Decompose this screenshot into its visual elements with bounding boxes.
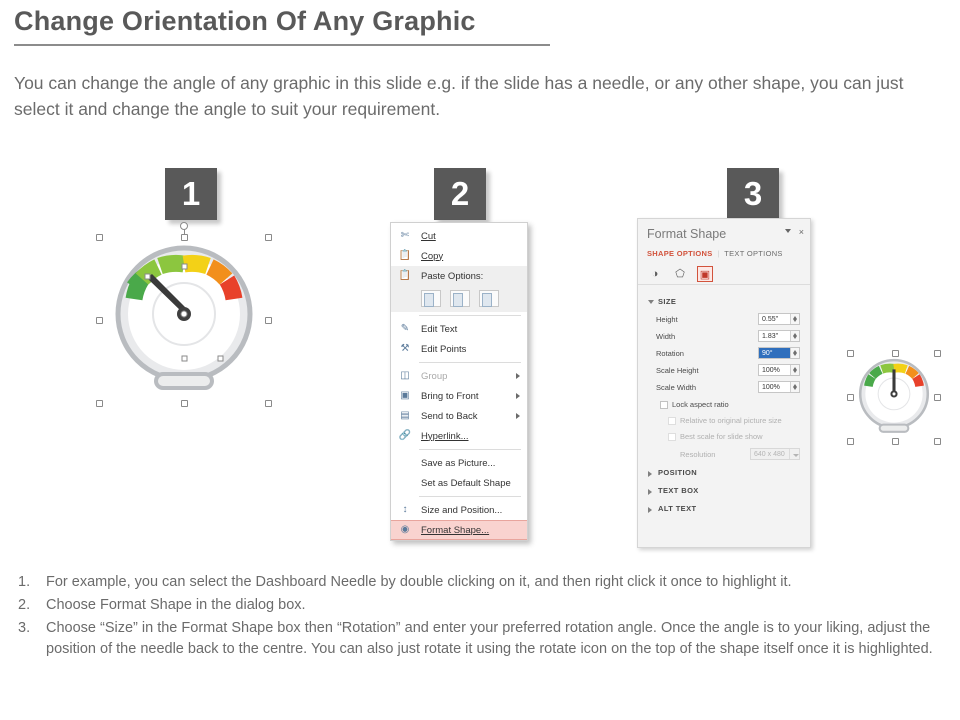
rotation-label: Rotation — [656, 349, 684, 358]
chevron-down-icon[interactable] — [785, 229, 791, 233]
paste-destination-theme-icon[interactable] — [450, 290, 470, 307]
bring-front-icon: ▣ — [400, 390, 410, 401]
chevron-right-icon — [516, 413, 520, 419]
resolution-value: 640 x 480 — [754, 451, 785, 458]
menu-divider — [419, 449, 521, 450]
context-menu-label: Cut — [421, 230, 436, 242]
paste-icon: 📋 — [398, 270, 412, 281]
lock-aspect-ratio-label: Lock aspect ratio — [672, 400, 729, 409]
best-scale-slideshow-label: Best scale for slide show — [680, 432, 763, 441]
resize-handle-w[interactable] — [847, 394, 854, 401]
width-label: Width — [656, 332, 676, 341]
scale-height-spinner[interactable] — [790, 365, 799, 375]
rotated-gauge-selection[interactable] — [851, 354, 937, 440]
format-pane-tabs[interactable]: SHAPE OPTIONS | TEXT OPTIONS — [647, 249, 783, 258]
list-item-text: Choose Format Shape in the dialog box. — [46, 597, 306, 613]
format-shape-pane[interactable] — [637, 218, 811, 548]
section-alt-text-label[interactable]: ALT TEXT — [658, 504, 697, 513]
context-menu-label: Bring to Front — [421, 390, 479, 402]
scale-width-spinner[interactable] — [790, 382, 799, 392]
paste-keep-formatting-icon[interactable] — [421, 290, 441, 307]
best-scale-slideshow-checkbox — [668, 433, 676, 441]
width-spinner[interactable] — [790, 331, 799, 341]
effects-icon[interactable]: ⬠ — [675, 268, 685, 280]
scissors-icon: ✄ — [400, 230, 410, 241]
context-menu-label: Format Shape... — [421, 524, 490, 536]
slide-subtitle: You can change the angle of any graphic in this slide e.g. if the slide has a needle, or any other shape, you can just select it and change the angle to suit your requirement. — [14, 73, 904, 119]
fill-line-icon[interactable]: ◑ — [651, 268, 659, 280]
rotation-input[interactable] — [758, 347, 800, 359]
relative-original-size-label: Relative to original picture size — [680, 416, 782, 425]
list-item-text: Choose “Size” in the Format Shape box then “Rotation” and enter your preferred rotation angle. Once the angle is to your liking, adjust the position of the needle back to the centre. You can also just rotate it using the rotate icon on the top of the shape itself once it is highlighted. — [46, 620, 933, 657]
context-menu-item-send-to-back[interactable] — [391, 406, 527, 426]
rotation-spinner[interactable] — [790, 348, 799, 358]
edit-points-icon: ⚒ — [400, 343, 410, 354]
resize-handle-sw[interactable] — [96, 400, 103, 407]
height-input[interactable] — [758, 313, 800, 325]
list-item-number: 1. — [18, 574, 31, 590]
context-menu-item-group — [391, 366, 527, 386]
close-icon[interactable]: × — [798, 227, 804, 237]
context-menu-label: Size and Position... — [421, 504, 503, 516]
menu-divider — [419, 496, 521, 497]
context-menu-item-format-shape[interactable] — [391, 520, 527, 540]
context-menu-label: Hyperlink... — [421, 430, 469, 442]
context-menu-item-edit-points[interactable] — [391, 339, 527, 359]
resize-handle-e[interactable] — [934, 394, 941, 401]
section-position-label[interactable]: POSITION — [658, 468, 698, 477]
section-text-box-label[interactable]: TEXT BOX — [658, 486, 699, 495]
edit-text-icon: ✎ — [400, 323, 410, 334]
hyperlink-icon: 🔗 — [398, 430, 412, 441]
list-item-number: 2. — [18, 597, 31, 613]
context-menu-item-set-default-shape[interactable] — [391, 473, 527, 493]
section-size-label: SIZE — [658, 297, 677, 306]
resize-handle-nw[interactable] — [96, 234, 103, 241]
resize-handle-se[interactable] — [265, 400, 272, 407]
resize-handle-n[interactable] — [892, 350, 899, 357]
step-badge-2: 2 — [434, 168, 486, 220]
list-item — [14, 595, 948, 616]
chevron-down-icon[interactable] — [789, 449, 799, 459]
context-menu-item-size-and-position[interactable] — [391, 500, 527, 520]
chevron-right-icon — [516, 393, 520, 399]
menu-divider — [419, 315, 521, 316]
resize-handle-sw[interactable] — [847, 438, 854, 445]
size-position-icon: ↕ — [402, 504, 408, 515]
paste-picture-icon[interactable] — [479, 290, 499, 307]
dashboard-gauge-graphic-rotated[interactable] — [851, 354, 937, 440]
relative-original-size-checkbox — [668, 417, 676, 425]
instruction-list — [14, 572, 948, 662]
context-menu[interactable] — [390, 222, 528, 541]
alt-text-section-toggle-icon[interactable] — [648, 507, 652, 513]
list-item — [14, 618, 948, 660]
context-menu-item-cut[interactable] — [391, 226, 527, 246]
height-spinner[interactable] — [790, 314, 799, 324]
context-menu-label: Edit Text — [421, 323, 458, 335]
copy-icon: 📋 — [398, 250, 412, 261]
format-pane-icon-bar[interactable] — [638, 263, 810, 285]
save-picture-icon — [398, 456, 412, 470]
title-underline — [14, 44, 550, 46]
step-badge-3: 3 — [727, 168, 779, 220]
send-back-icon: ▤ — [400, 410, 410, 421]
height-value: 0.55" — [762, 316, 779, 323]
tab-shape-options[interactable]: SHAPE OPTIONS — [647, 249, 713, 258]
scale-height-input[interactable] — [758, 364, 800, 376]
menu-divider — [419, 362, 521, 363]
scale-width-label: Scale Width — [656, 383, 697, 392]
context-menu-label: Group — [421, 370, 448, 382]
page-title: Change Orientation Of Any Graphic — [14, 6, 476, 36]
width-value: 1.83" — [762, 333, 779, 340]
scale-height-label: Scale Height — [656, 366, 699, 375]
dashboard-gauge-graphic[interactable] — [100, 238, 268, 402]
list-item-number: 3. — [18, 620, 31, 636]
resize-handle-n[interactable] — [181, 234, 188, 241]
group-icon: ◫ — [400, 370, 410, 381]
context-menu-item-bring-to-front[interactable] — [391, 386, 527, 406]
scale-width-value: 100% — [762, 384, 780, 391]
resize-handle-s[interactable] — [892, 438, 899, 445]
resolution-label: Resolution — [680, 450, 716, 459]
scale-width-input[interactable] — [758, 381, 800, 393]
format-pane-title: Format Shape — [647, 227, 727, 241]
text-box-section-toggle-icon[interactable] — [648, 489, 652, 495]
context-menu-label: Copy — [421, 250, 444, 262]
size-properties-icon[interactable]: ▣ — [697, 266, 713, 282]
list-item-text: For example, you can select the Dashboard Needle by double clicking on it, and then right click it once to highlight it. — [46, 574, 792, 590]
default-shape-icon — [398, 476, 412, 490]
resize-handle-w[interactable] — [96, 317, 103, 324]
context-menu-item-edit-text[interactable] — [391, 319, 527, 339]
width-input[interactable] — [758, 330, 800, 342]
resize-handle-s[interactable] — [181, 400, 188, 407]
resize-handle-se[interactable] — [934, 438, 941, 445]
rotation-value: 90° — [762, 350, 773, 357]
resize-handle-e[interactable] — [265, 317, 272, 324]
context-menu-label: Save as Picture... — [421, 457, 496, 469]
context-menu-item-hyperlink[interactable] — [391, 426, 527, 446]
format-shape-icon: ◉ — [400, 524, 410, 535]
shape-selection-box[interactable] — [100, 238, 268, 402]
scale-height-value: 100% — [762, 367, 780, 374]
context-menu-item-copy[interactable] — [391, 246, 527, 266]
size-section-toggle-icon[interactable] — [648, 300, 654, 304]
paste-options-row[interactable] — [391, 286, 527, 312]
resize-handle-ne[interactable] — [934, 350, 941, 357]
list-item — [14, 572, 948, 593]
position-section-toggle-icon[interactable] — [648, 471, 652, 477]
resolution-dropdown[interactable] — [750, 448, 800, 460]
context-menu-label: Send to Back — [421, 410, 478, 422]
resize-handle-ne[interactable] — [265, 234, 272, 241]
rotate-handle-icon[interactable] — [180, 222, 188, 230]
tab-text-options[interactable]: TEXT OPTIONS — [724, 249, 783, 258]
lock-aspect-ratio-checkbox[interactable] — [660, 401, 668, 409]
context-menu-item-save-as-picture[interactable] — [391, 453, 527, 473]
height-label: Height — [656, 315, 678, 324]
context-menu-label: Set as Default Shape — [421, 477, 511, 489]
resize-handle-nw[interactable] — [847, 350, 854, 357]
context-menu-label: Paste Options: — [421, 270, 484, 282]
context-menu-item-paste-options[interactable] — [391, 266, 527, 286]
step-badge-1: 1 — [165, 168, 217, 220]
chevron-right-icon — [516, 373, 520, 379]
context-menu-label: Edit Points — [421, 343, 467, 355]
